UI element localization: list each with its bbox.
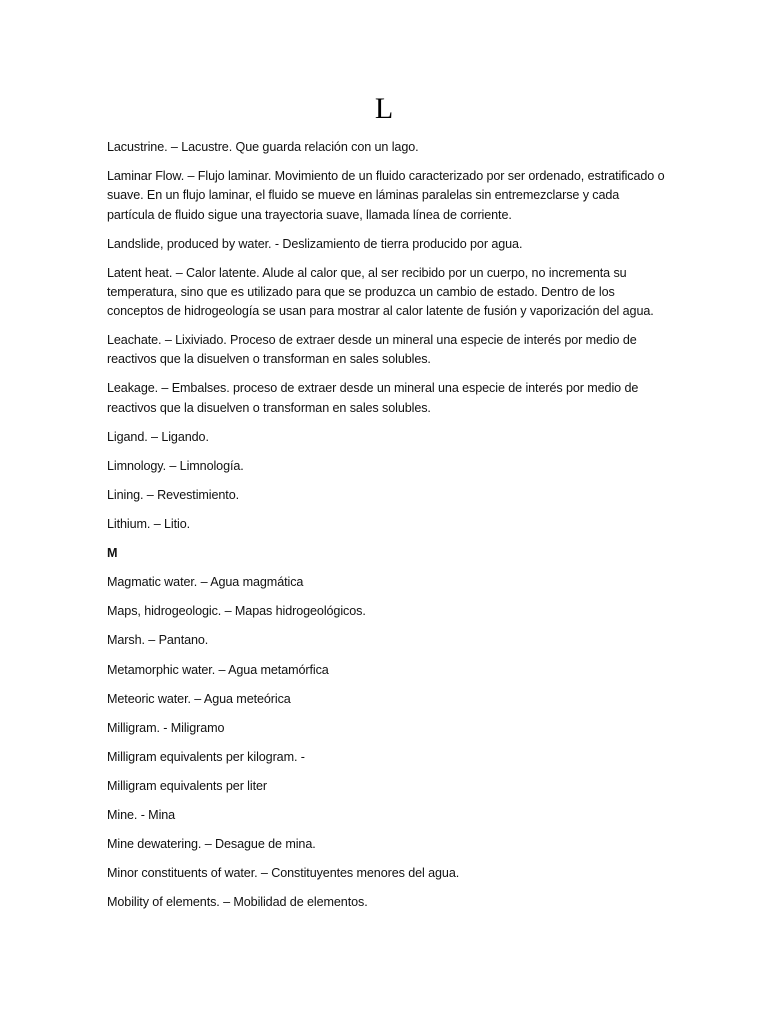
glossary-entry: Maps, hidrogeologic. – Mapas hidrogeológicos. bbox=[107, 604, 366, 619]
glossary-entries bbox=[107, 138, 667, 922]
glossary-entry: Limnology. – Limnología. bbox=[107, 458, 244, 473]
glossary-entry: Minor constituents of water. – Constituyentes menores del agua. bbox=[107, 866, 460, 881]
glossary-entry: Meteoric water. – Agua meteórica bbox=[107, 691, 291, 706]
glossary-entry: Lithium. – Litio. bbox=[107, 517, 191, 532]
glossary-entry: Milligram equivalents per liter bbox=[107, 778, 267, 793]
glossary-entry: Metamorphic water. – Agua metamórfica bbox=[107, 662, 329, 677]
glossary-entry: Latent heat. – Calor latente. Alude al calor que, al ser recibido por un cuerpo, no incrementa su temperatura, sino que es utilizado para que se produzca un cambio de estado. Dentro de los conceptos de hidrogeología se usan para mostrar al calor latente de fusión y vaporización del agua. bbox=[107, 265, 654, 319]
glossary-entry: Lining. – Revestimiento. bbox=[107, 487, 240, 502]
glossary-entry: Leakage. – Embalses. proceso de extraer desde un mineral una especie de interés por medio de reactivos que la disuelven o transforman en sales solubles. bbox=[107, 381, 639, 415]
glossary-entry: Milligram equivalents per kilogram. - bbox=[107, 749, 305, 764]
glossary-entry: Ligand. – Ligando. bbox=[107, 429, 209, 444]
glossary-entry: Mine dewatering. – Desague de mina. bbox=[107, 837, 316, 852]
glossary-entry: Leachate. – Lixiviado. Proceso de extraer desde un mineral una especie de interés por medio de reactivos que la disuelven o transforman en sales solubles. bbox=[107, 333, 637, 367]
glossary-entry: Mine. - Mina bbox=[107, 808, 176, 822]
glossary-entry: Milligram. - Miligramo bbox=[107, 720, 225, 735]
section-heading: M bbox=[107, 546, 118, 561]
letter-heading: L bbox=[374, 92, 394, 125]
glossary-entry: Marsh. – Pantano. bbox=[107, 633, 209, 648]
glossary-entry: Landslide, produced by water. - Deslizamiento de tierra producido por agua. bbox=[107, 236, 523, 251]
glossary-entry: Lacustrine. – Lacustre. Que guarda relación con un lago. bbox=[107, 140, 419, 154]
glossary-entry: Magmatic water. – Agua magmática bbox=[107, 575, 304, 590]
glossary-entry: Laminar Flow. – Flujo laminar. Movimiento de un fluido caracterizado por ser ordenado, estratificado o suave. En un flujo laminar, el fluido se mueve en láminas paralelas sin entremezclarse y cada partícula de fluido sigue una trayectoria suave, llamada línea de corriente. bbox=[107, 169, 665, 222]
glossary-entry: Mobility of elements. – Mobilidad de elementos. bbox=[107, 895, 368, 910]
